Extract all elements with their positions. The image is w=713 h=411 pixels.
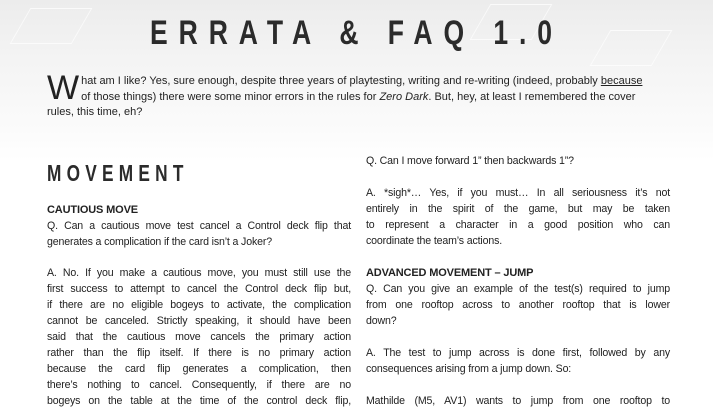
text-line: Q. Can I move forward 1” then backwards 1”? — [366, 155, 574, 167]
text-line: down? — [366, 315, 397, 327]
text-line: coordinate the team’s actions. — [366, 235, 503, 247]
text-line: Q. Can you give an example of the test(s) required to jump — [366, 283, 670, 295]
text-line: Mathilde (M5, AV1) wants to jump from one rooftop to — [366, 395, 670, 407]
text-line: Q. Can a cautious move test cancel a Control deck flip that — [47, 220, 351, 232]
text-line: said that the cautious move cancels the primary action — [47, 331, 351, 343]
text-line: rather than the flip itself. If there is no primary action — [47, 347, 351, 359]
underlined-word: because — [600, 75, 643, 87]
subheading: ADVANCED MOVEMENT – JUMP — [366, 267, 534, 279]
text-line: A. The test to jump across is done first, followed by any — [366, 347, 670, 359]
text-line: first success to attempt to cancel the Control deck flip but, — [47, 283, 351, 295]
subheading: CAUTIOUS MOVE — [47, 204, 138, 216]
text-line: cannot be canceled. Strictly speaking, it should have been — [47, 315, 351, 327]
intro-text: hat am I like? Yes, sure enough, despite three years of playtesting, writing and re-writing (indeed, probably — [81, 75, 601, 87]
text-line: A. No. If you make a cautious move, you must still use the — [47, 267, 351, 279]
text-line: generates a complication if the card isn’t a Joker? — [47, 236, 272, 248]
intro-text: of those things) there were some minor errors in the rules for — [81, 90, 380, 103]
text-line: to represent a character in a good position who can — [366, 219, 670, 231]
page-title: ERRATA & FAQ 1.0 — [150, 14, 563, 52]
intro-paragraph — [47, 69, 671, 121]
text-line: A. *sigh*… Yes, if you must… In all seriousness it’s not — [366, 187, 670, 199]
text-line: there’s nothing to cancel. Consequently, if there are no — [47, 379, 351, 391]
text-line: consequences arising from a jump down. So: — [366, 363, 572, 375]
text-line: bogeys on the table at the time of the control deck flip, — [47, 395, 351, 407]
text-line: because the card flip generates a complication, then — [47, 363, 351, 375]
game-title: Zero Dark — [379, 90, 429, 103]
drop-cap: W — [47, 69, 80, 107]
intro-text: rules, this time, eh? — [47, 106, 143, 118]
text-line: from one rooftop across to another rooftop that is lower — [366, 299, 670, 311]
text-line: if there are no eligible bogeys to activate, the complication — [47, 299, 351, 311]
intro-text: . But, hey, at least I remembered the cover — [428, 90, 636, 103]
text-line: entirely in the spirit of the game, but may be taken — [366, 203, 670, 215]
section-heading: MOVEMENT — [47, 160, 189, 186]
